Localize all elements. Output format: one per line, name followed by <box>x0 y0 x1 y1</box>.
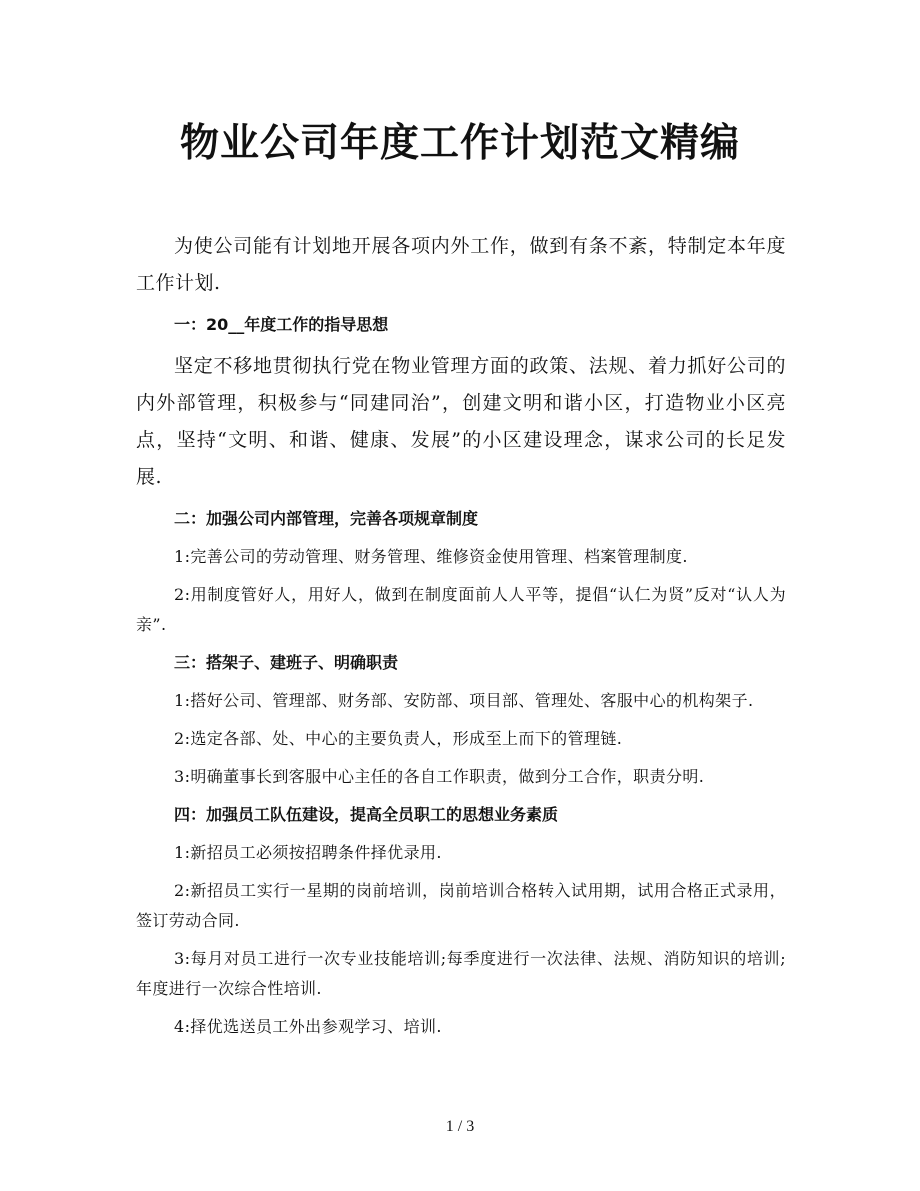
document-body <box>136 228 786 1050</box>
section-3-paragraph-3: 3:明确董事长到客服中心主任的各自工作职责，做到分工合作，职责分明. <box>174 767 705 786</box>
section-3-paragraph-1: 1:搭好公司、管理部、财务部、安防部、项目部、管理处、客服中心的机构架子. <box>174 691 754 710</box>
section-4-paragraph-4: 4:择优选送员工外出参观学习、培训. <box>174 1017 442 1036</box>
section-heading-3: 三：搭架子、建班子、明确职责 <box>174 653 399 672</box>
section-2-paragraph-1: 1:完善公司的劳动管理、财务管理、维修资金使用管理、档案管理制度. <box>174 547 688 566</box>
section-1-paragraph-1: 坚定不移地贯彻执行党在物业管理方面的政策、法规、着力抓好公司的内外部管理，积极参与“同建同治”，创建文明和谐小区，打造物业小区亮点，坚持“文明、和谐、健康、发展”的小区建设理念，谋求公司的长足发展. <box>136 355 786 488</box>
section-heading-2: 二：加强公司内部管理，完善各项规章制度 <box>174 509 479 528</box>
section-heading-1: 一：20__年度工作的指导思想 <box>174 315 389 334</box>
page-number: 1 / 3 <box>445 1118 475 1135</box>
intro-paragraph: 为使公司能有计划地开展各项内外工作，做到有条不紊，特制定本年度工作计划. <box>136 235 786 294</box>
section-heading-4: 四：加强员工队伍建设，提高全员职工的思想业务素质 <box>174 805 559 824</box>
section-3-paragraph-2: 2:选定各部、处、中心的主要负责人，形成至上而下的管理链. <box>174 729 623 748</box>
section-4-paragraph-1: 1:新招员工必须按招聘条件择优录用. <box>174 843 442 862</box>
document-title: 物业公司年度工作计划范文精编 <box>179 121 740 166</box>
section-4-paragraph-2: 2:新招员工实行一星期的岗前培训，岗前培训合格转入试用期，试用合格正式录用，签订劳动合同. <box>136 881 786 930</box>
section-2-paragraph-2: 2:用制度管好人，用好人，做到在制度面前人人平等，提倡“认仁为贤”反对“认人为亲”. <box>136 585 786 634</box>
section-4-paragraph-3: 3:每月对员工进行一次专业技能培训;每季度进行一次法律、法规、消防知识的培训;年度进行一次综合性培训. <box>136 949 786 998</box>
